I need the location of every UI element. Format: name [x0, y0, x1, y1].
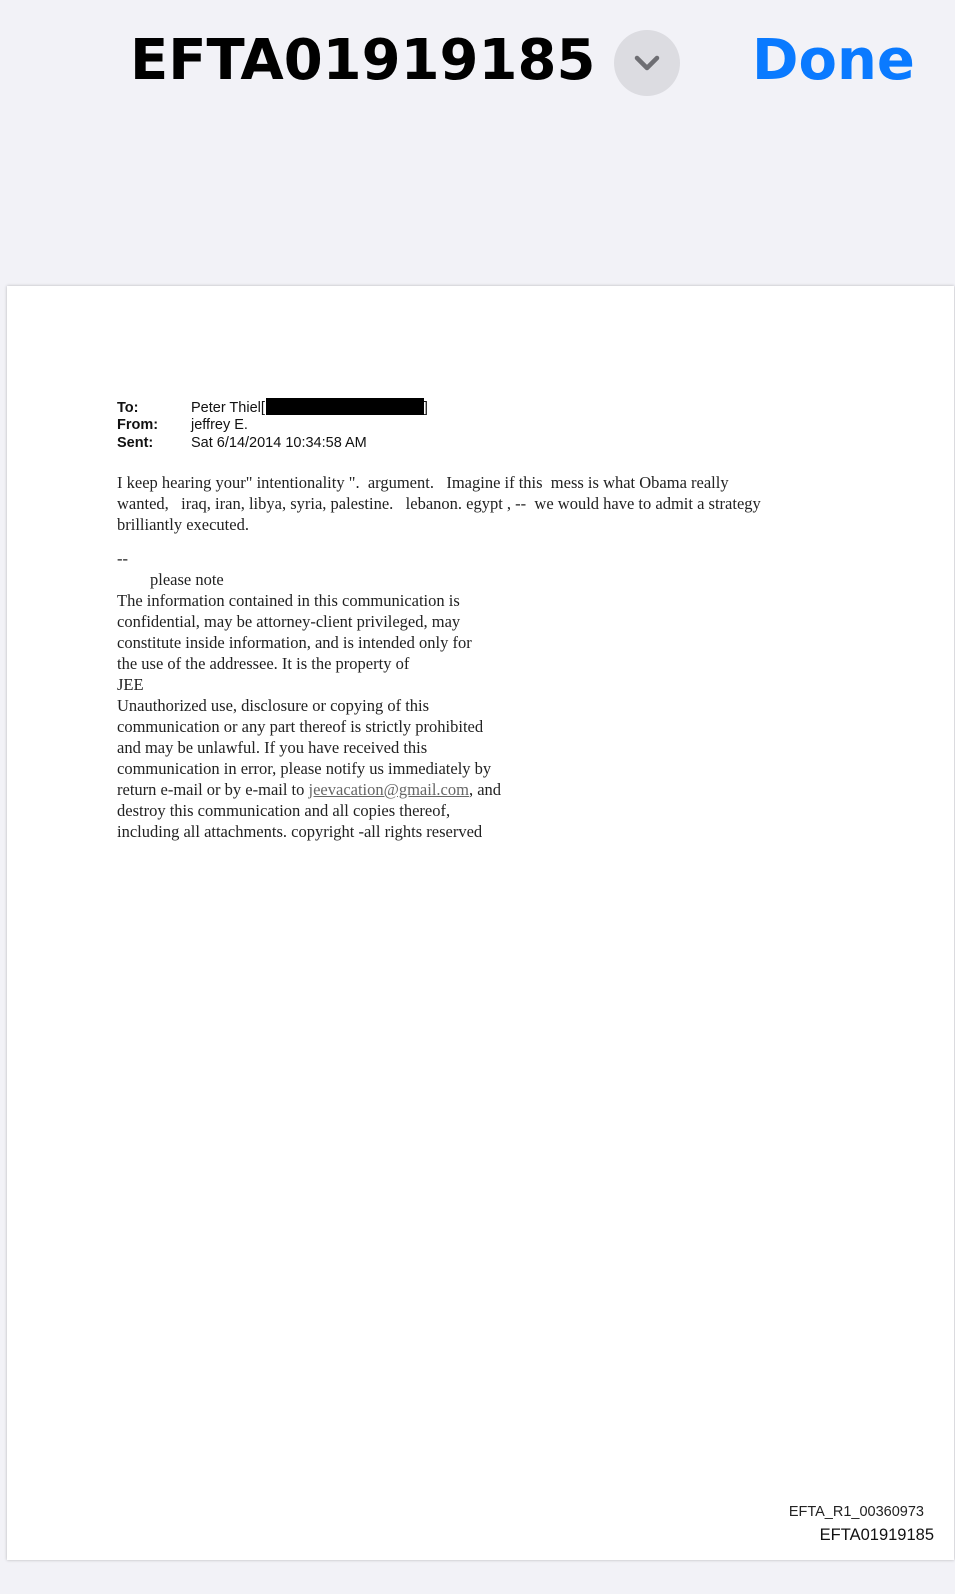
- document-title[interactable]: EFTA01919185: [130, 28, 596, 93]
- sig-line-return: [117, 779, 501, 800]
- from-label: From:: [117, 417, 159, 433]
- email-body: [117, 472, 847, 535]
- sig-line: The information contained in this communication is: [117, 591, 460, 610]
- sent-value: Sat 6/14/2014 10:34:58 AM: [191, 435, 367, 451]
- email-header: [117, 398, 428, 452]
- sig-return-prefix: return e-mail or by e-mail to: [117, 780, 309, 799]
- from-value: jeffrey E.: [191, 417, 248, 433]
- body-line: wanted, iraq, iran, libya, syria, palestine. lebanon. egypt , -- we would have to admit a strategy: [117, 494, 761, 513]
- body-line: I keep hearing your" intentionality ". argument. Imagine if this mess is what Obama really: [117, 473, 729, 492]
- sig-line: JEE: [117, 675, 144, 694]
- navigation-bar: [0, 0, 955, 280]
- sig-line: communication in error, please notify us immediately by: [117, 759, 492, 778]
- to-suffix: ]: [423, 400, 428, 416]
- done-button[interactable]: Done: [752, 28, 915, 93]
- sig-line: constitute inside information, and is intended only for: [117, 633, 472, 652]
- title-menu-button[interactable]: [614, 30, 680, 96]
- sig-line: please note: [117, 570, 224, 589]
- email-signature: [117, 548, 501, 842]
- sig-line: communication or any part thereof is strictly prohibited: [117, 717, 484, 736]
- bates-number: EFTA01919185: [819, 1526, 934, 1544]
- sig-line: including all attachments. copyright -all rights reserved: [117, 822, 483, 841]
- sig-line: Unauthorized use, disclosure or copying of this: [117, 696, 430, 715]
- chevron-down-icon: [632, 53, 662, 73]
- from-row: [117, 416, 428, 434]
- sig-line: destroy this communication and all copies thereof,: [117, 801, 451, 820]
- body-line: brilliantly executed.: [117, 515, 249, 534]
- to-value: Peter Thiel[: [191, 400, 265, 416]
- to-label: To:: [117, 400, 139, 416]
- sig-line: and may be unlawful. If you have received this: [117, 738, 428, 757]
- document-page[interactable]: [7, 286, 954, 1560]
- bates-number-r1: EFTA_R1_00360973: [788, 1504, 924, 1520]
- to-row: [117, 398, 428, 416]
- sig-line: the use of the addressee. It is the property of: [117, 654, 410, 673]
- sig-line: --: [117, 549, 128, 568]
- redaction-box: [266, 398, 424, 415]
- sig-return-suffix: , and: [468, 780, 502, 799]
- sig-line: confidential, may be attorney-client privileged, may: [117, 612, 461, 631]
- sent-row: [117, 434, 428, 452]
- sent-label: Sent:: [117, 435, 154, 451]
- email-link[interactable]: jeevacation@gmail.com: [308, 780, 469, 799]
